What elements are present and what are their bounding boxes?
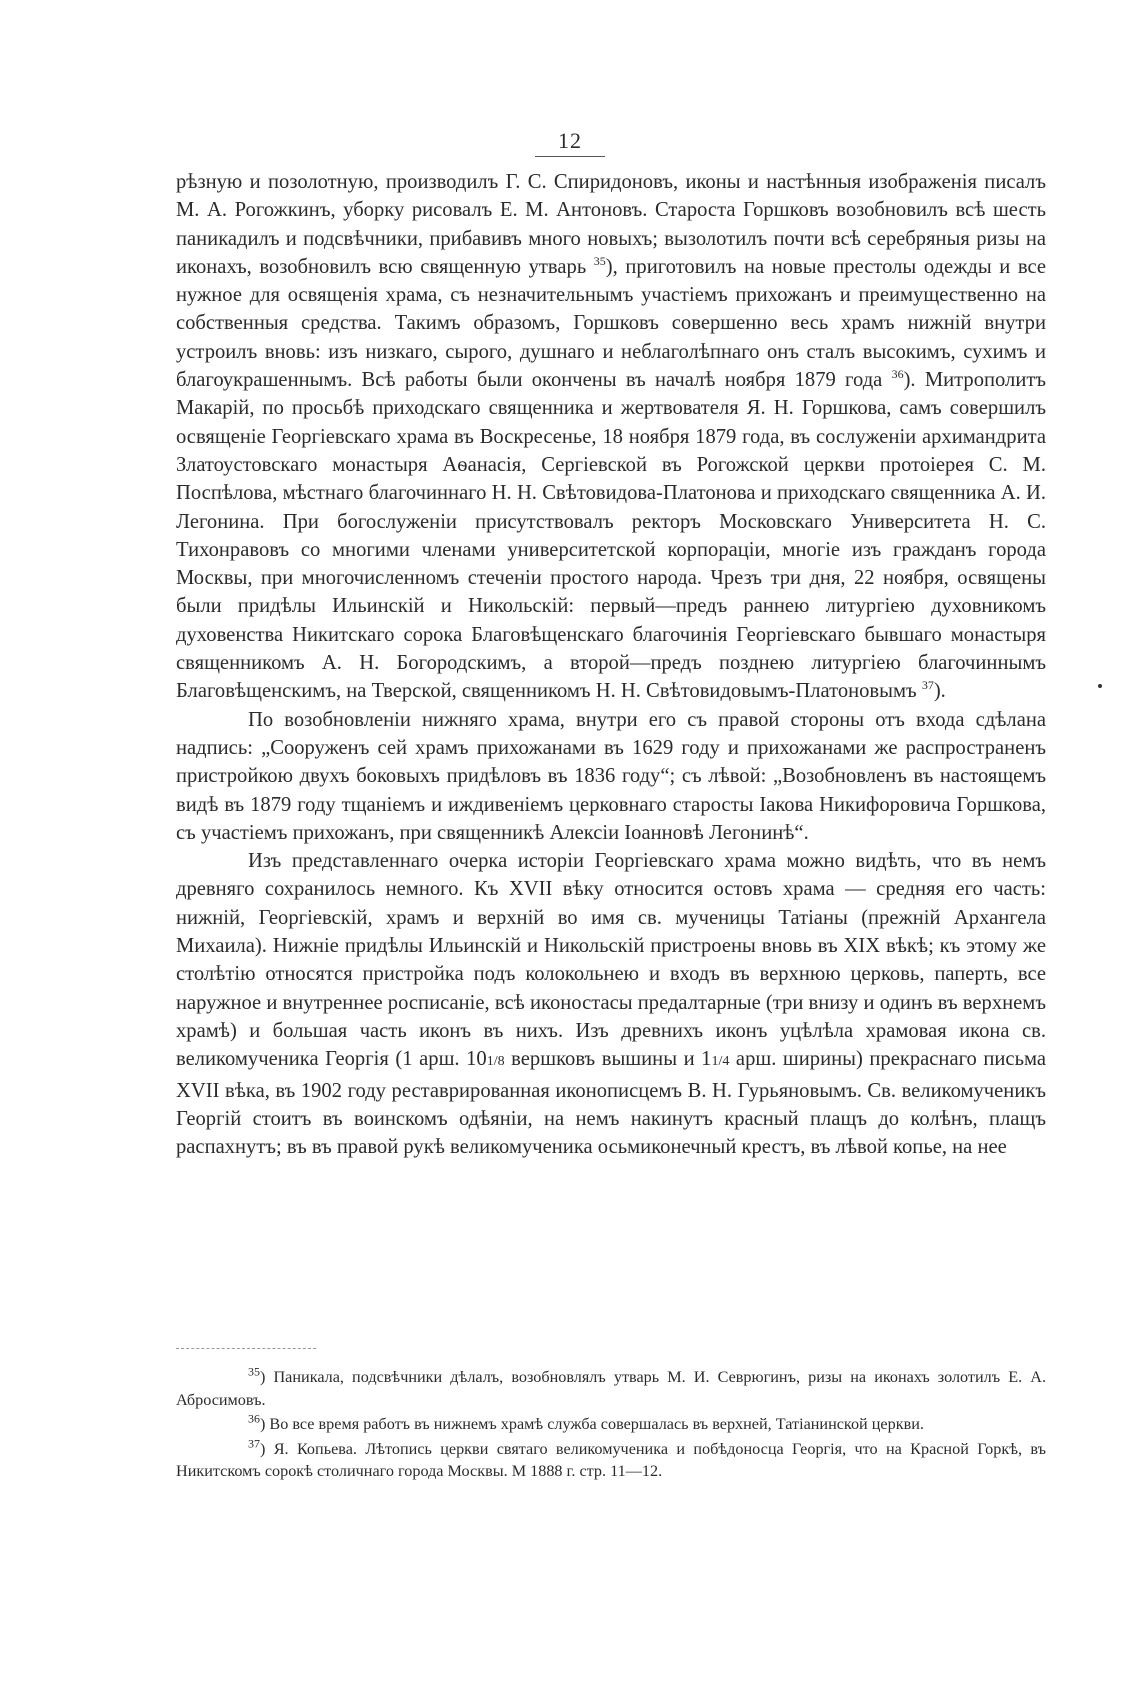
paragraph [176, 847, 1046, 1161]
footnote-ref: 35 [593, 254, 606, 269]
footnote-ref: 37 [921, 678, 934, 693]
paragraph [176, 706, 1046, 847]
page-number-rule [535, 156, 605, 157]
footnotes [176, 1366, 1046, 1485]
footnote-ref: 36 [891, 367, 904, 382]
footnote [176, 1438, 1046, 1483]
fraction: 1/4 [711, 1054, 730, 1070]
text-run: арш. ширины) прекраснаго письма XVII вѣка, въ 1902 году реставрированная иконописцемъ В. Н. Гурьяновымъ. Св. великомученикъ Георгій стоитъ въ воинскомъ одѣяніи, на немъ накинутъ красный плащъ до колѣнъ, плащъ распахнутъ; въ въ правой рукѣ великомученика осьмиконечный крестъ, въ лѣвой копье, на нее [176, 1048, 1046, 1159]
text-run: ), приготовилъ на новые престолы одежды и все нужное для освященія храма, съ незначительнымъ участіемъ прихожанъ и преимущественно на собственныя средства. Такимъ образомъ, Горшковъ совершенно весь храмъ нижній внутри устроилъ вновь: изъ низкаго, сырого, душнаго и неблаголѣпнаго онъ сталъ высокимъ, сухимъ и благоукрашеннымъ. Всѣ работы были окончены въ началѣ ноября 1879 года [176, 255, 1047, 392]
footnote-ref: 37 [248, 1436, 260, 1451]
footnote-ref: 36 [248, 1411, 260, 1426]
text-run: По возобновленіи нижняго храма, внутри его съ правой стороны отъ входа сдѣлана надпись: „Сооруженъ сей храмъ прихожанами въ 1629 году и прихожанами же распространенъ пристройкою двухъ боковыхъ придѣловъ въ 1836 году“; съ лѣвой: „Возобновленъ въ настоящемъ видѣ въ 1879 году тщаніемъ и иждивеніемъ церковнаго старосты Іакова Никифоровича Горшкова, съ участіемъ прихожанъ, при священникѣ Алексіи Іоанновѣ Легонинѣ“. [176, 708, 1046, 844]
page-number: 12 [0, 128, 1140, 157]
text-run: рѣзную и позолотную, производилъ Г. С. Спиридоновъ, иконы и настѣнныя изображенія писалъ М. А. Рогожкинъ, уборку рисовалъ Е. М. Антоновъ. Староста Горшковъ возобновилъ всѣ шесть паникадилъ и подсвѣчники, прибавивъ много новыхъ; вызолотилъ почти всѣ серебряныя ризы на иконахъ, возобновилъ всю священную утварь [176, 171, 1046, 278]
text-run: ) Во все время работъ въ нижнемъ храмѣ служба совершалась въ верхней, Татіанинской церкви. [260, 1415, 924, 1433]
text-run: Изъ представленнаго очерка исторіи Георгіевскаго храма можно видѣть, что въ немъ древняго сохранилось немного. Къ XVII вѣку относится остовъ храма — средняя его часть: нижній, Георгіевскій, храмъ и верхній во имя св. мученицы Татіаны (прежній Архангела Михаила). Нижніе придѣлы Ильинскій и Никольскій пристроены вновь въ XIX вѣкѣ; къ этому же столѣтію относятся пристройка подъ колокольнею и входъ въ верхнюю церковь, паперть, все наружное и внутреннее росписаніе, всѣ иконостасы предалтарные (три внизу и одинъ въ верхнемъ храмѣ) и большая часть иконъ въ нихъ. Изъ древнихъ иконъ уцѣлѣла храмовая икона св. великомученика Георгія (1 арш. 10 [176, 850, 1046, 1071]
text-run: ). [933, 680, 946, 703]
body-text [176, 168, 1046, 1161]
text-run: ) Я. Копьева. Лѣтопись церкви святаго великомученика и побѣдоносца Георгія, что на Красной Горкѣ, въ Никитскомъ сорокѣ столичнаго города Москвы. М 1888 г. стр. 11—12. [176, 1439, 1046, 1480]
fraction: 1/8 [486, 1054, 505, 1070]
paragraph [176, 168, 1046, 706]
text-run: ) Паникала, подсвѣчники дѣлалъ, возобновлялъ утварь М. И. Севрюгинъ, ризы на иконахъ золотилъ Е. А. Абросимовъ. [176, 1368, 1046, 1409]
footnote-separator [176, 1348, 316, 1349]
footnote [176, 1413, 1046, 1436]
text-run: ). Митрополитъ Макарій, по просьбѣ приходскаго священника и жертвователя Я. Н. Горшкова, самъ совершилъ освященіе Георгіевскаго храма въ Воскресенье, 18 ноября 1879 года, въ сослуженіи архимандрита Златоустовскаго монастыря Аѳанасія, Сергіевской въ Рогожской церкви протоіерея С. М. Поспѣлова, мѣстнаго благочиннаго Н. Н. Свѣтовидова-Платонова и приходскаго священника А. И. Легонина. При богослуженіи присутствовалъ ректоръ Московскаго Университета Н. С. Тихонравовъ со многими членами университетской корпораціи, многіе изъ гражданъ города Москвы, при многочисленномъ стеченіи простого народа. Чрезъ три дня, 22 ноября, освящены были придѣлы Ильинскій и Никольскій: первый—предъ раннею литургіею духовникомъ духовенства Никитскаго сорока Благовѣщенскаго благочинія Георгіевскаго бывшаго монастыря священникомъ А. Н. Богородскимъ, а второй—предъ позднею литургіею благочиннымъ Благовѣщенскимъ, на Тверской, священникомъ Н. Н. Свѣтовидовымъ-Платоновымъ [176, 369, 1047, 703]
text-run: вершковъ вышины и 1 [504, 1048, 712, 1071]
footnote-ref: 35 [248, 1364, 260, 1379]
footnote [176, 1366, 1046, 1411]
print-speck [1098, 684, 1102, 688]
